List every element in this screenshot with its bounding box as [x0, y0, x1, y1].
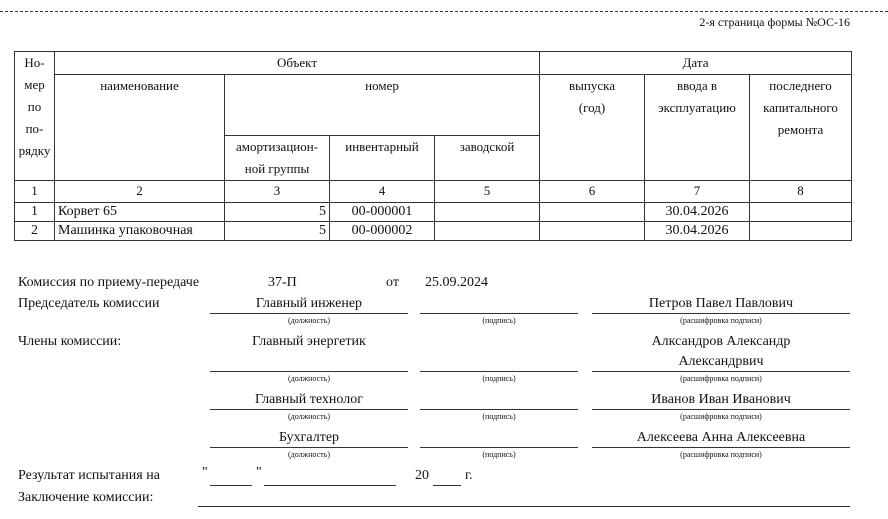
from-label: от — [386, 275, 399, 290]
decoding-line — [592, 447, 850, 448]
signature-line — [420, 371, 578, 372]
position-caption: (должность) — [288, 450, 330, 459]
chairman-position: Главный инженер — [255, 296, 363, 311]
conclusion-line — [198, 506, 850, 507]
position-caption: (должность) — [288, 316, 330, 325]
header-name: наименование — [55, 75, 225, 181]
decoding-line — [592, 313, 850, 314]
header-release: выпуска (год) — [540, 75, 645, 181]
member-name: Алксандров Александр — [651, 334, 791, 349]
decoding-caption: (расшифровка подписи) — [680, 374, 762, 383]
header-number: номер — [225, 75, 540, 136]
signature-line — [420, 313, 578, 314]
position-line — [210, 409, 408, 410]
header-row-number: Но- мер по по- рядку — [15, 52, 55, 181]
decoding-caption: (расшифровка подписи) — [680, 316, 762, 325]
order-number: 37-П — [268, 275, 297, 290]
header-amort: амортизацион- ной группы — [225, 136, 330, 181]
signature-line — [420, 447, 578, 448]
table-row: 2 Машинка упаковочная 5 00-000002 30.04.2026 — [15, 222, 852, 241]
signature-line — [420, 409, 578, 410]
member-name-continued: Александрвич — [678, 354, 764, 369]
cut-line — [0, 11, 888, 12]
fixed-assets-table — [14, 51, 852, 241]
result-label: Результат испытания на — [18, 468, 160, 483]
decoding-line — [592, 371, 850, 372]
decoding-caption: (расшифровка подписи) — [680, 412, 762, 421]
column-numbers-row: 1 2 3 4 5 6 7 8 — [15, 181, 852, 203]
signature-caption: (подпись) — [482, 374, 516, 383]
order-date: 25.09.2024 — [425, 275, 488, 290]
signature-caption: (подпись) — [482, 316, 516, 325]
chairman-name: Петров Павел Павлович — [648, 296, 794, 311]
member-position: Главный технолог — [255, 392, 363, 407]
header-object: Объект — [55, 52, 540, 75]
signature-caption: (подпись) — [482, 412, 516, 421]
position-caption: (должность) — [288, 374, 330, 383]
position-line — [210, 447, 408, 448]
position-line — [210, 371, 408, 372]
day-line — [210, 485, 252, 486]
position-line — [210, 313, 408, 314]
commission-label: Комиссия по приему-передаче — [18, 275, 200, 290]
decoding-line — [592, 409, 850, 410]
year-suffix: г. — [465, 468, 473, 483]
year-line — [433, 485, 461, 486]
year-prefix: 20 — [415, 468, 429, 483]
header-inventory: инвентарный — [330, 136, 435, 181]
header-commission: ввода в эксплуатацию — [645, 75, 750, 181]
position-caption: (должность) — [288, 412, 330, 421]
member-position: Главный энергетик — [252, 334, 366, 349]
header-date: Дата — [540, 52, 852, 75]
table-row: 1 Корвет 65 5 00-000001 30.04.2026 — [15, 203, 852, 222]
member-name: Алексеева Анна Алексеевна — [636, 430, 806, 445]
members-label: Члены комиссии: — [18, 334, 122, 349]
header-factory: заводской — [435, 136, 540, 181]
member-name: Иванов Иван Иванович — [651, 392, 791, 407]
decoding-caption: (расшифровка подписи) — [680, 450, 762, 459]
header-repair: последнего капитального ремонта — [750, 75, 852, 181]
signature-caption: (подпись) — [482, 450, 516, 459]
page-reference: 2-я страница формы №ОС-16 — [699, 15, 850, 29]
chairman-label: Председатель комиссии — [18, 296, 160, 311]
month-line — [264, 485, 396, 486]
quote-close: " — [256, 465, 262, 480]
conclusion-label: Заключение комиссии: — [18, 490, 154, 505]
quote-open: " — [202, 465, 208, 480]
member-position: Бухгалтер — [278, 430, 340, 445]
